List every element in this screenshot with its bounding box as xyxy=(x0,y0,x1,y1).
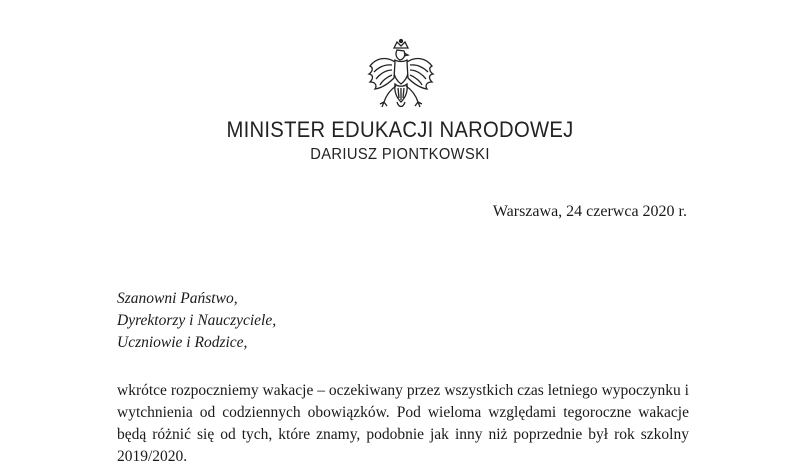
body-line: będą różnić się od tych, które znamy, podobnie jak inny niż poprzednie był rok szkolny xyxy=(117,426,689,443)
letter-date: Warszawa, 24 czerwca 2020 r. xyxy=(492,203,687,220)
body-line: wkrótce rozpoczniemy wakacje – oczekiwany przez wszystkich czas letniego wypoczynku i xyxy=(117,382,689,399)
white-eagle-emblem-icon xyxy=(364,38,438,118)
salutation-line: Szanowni Państwo, xyxy=(117,290,238,307)
body-line: 2019/2020. xyxy=(117,448,188,465)
office-title: MINISTER EDUKACJI NARODOWEJ xyxy=(226,117,574,142)
body-line: wytchnienia od codziennych obowiązków. Pod wieloma względami tegoroczne wakacje xyxy=(117,404,689,421)
salutation xyxy=(117,288,276,354)
office-name: DARIUSZ PIONTKOWSKI xyxy=(310,146,490,163)
salutation-line: Dyrektorzy i Nauczyciele, xyxy=(117,312,277,329)
salutation-line: Uczniowie i Rodzice, xyxy=(117,334,248,351)
letter-body xyxy=(117,380,689,468)
